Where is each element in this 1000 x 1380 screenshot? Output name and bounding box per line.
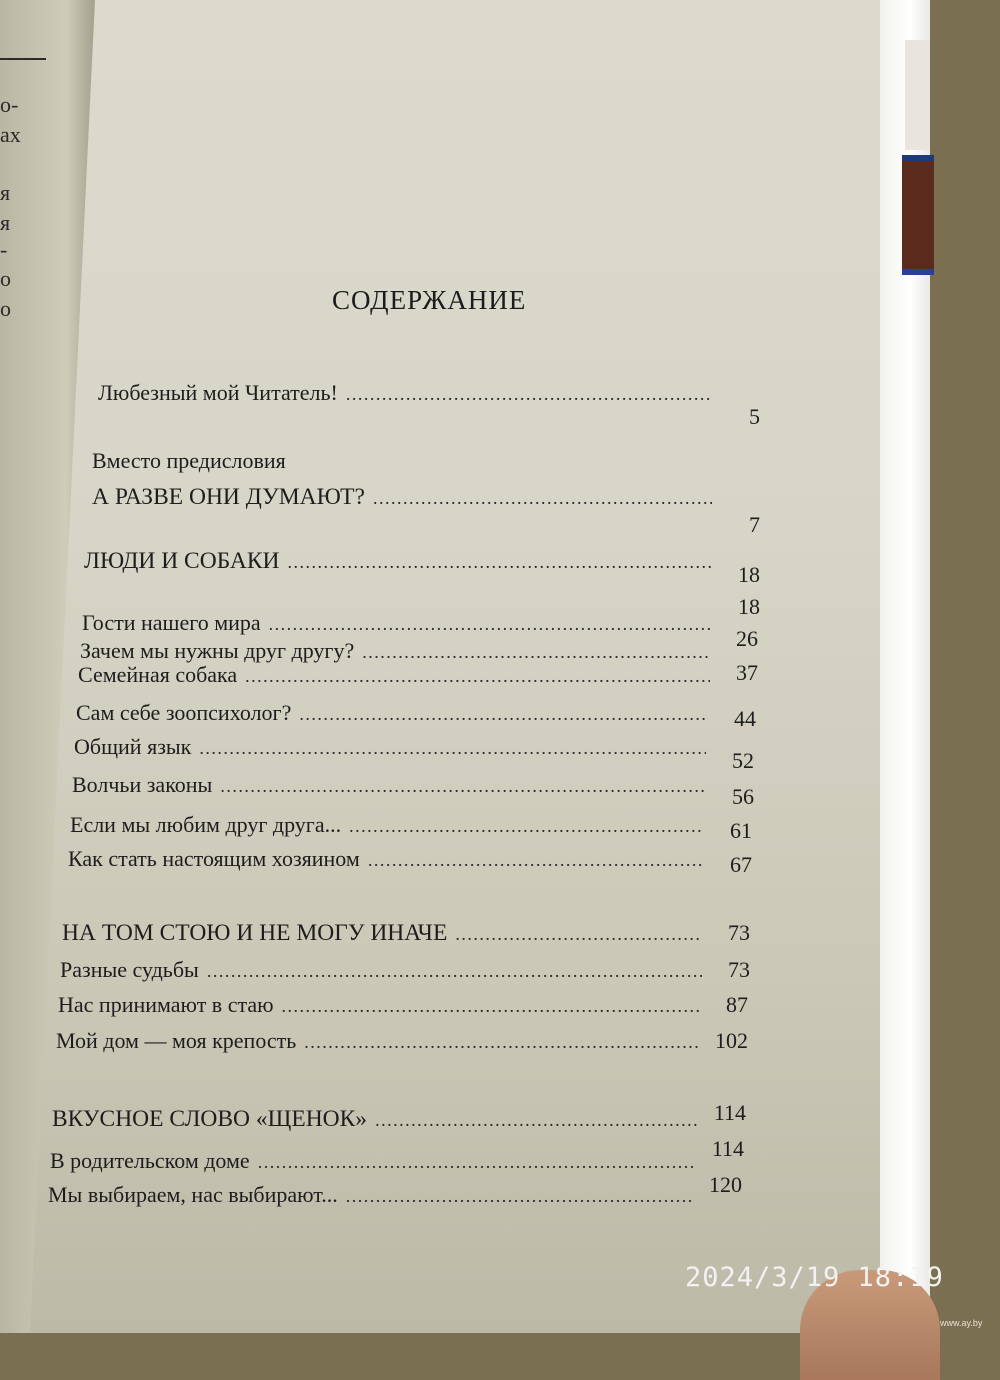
toc-entry-page: 44 [734,706,756,731]
left-page-fragment: о [0,266,11,291]
toc-leader-dots [220,776,706,797]
toc-entry-page: 102 [715,1028,748,1053]
toc-entry [70,812,752,843]
toc-entry [50,1136,744,1174]
toc-entry-subtitle: Вместо предисловия [92,448,286,473]
toc-entry-label: Волчьи законы [72,772,213,797]
toc-entry-label: Семейная собака [78,662,238,687]
left-page-fragment: о [0,296,11,321]
toc-leader-dots [199,738,706,759]
toc-entry-label: ВКУСНОЕ СЛОВО «ЩЕНОК» [52,1106,368,1132]
left-page-fragment: ах [0,122,21,147]
toc-entry-label: Как стать настоящим хозяином [68,846,360,871]
toc-entry-page: 52 [732,748,754,773]
toc-entry [58,992,748,1018]
toc-entry [62,920,750,947]
toc-entry [98,380,760,429]
toc-leader-dots [282,996,700,1017]
toc-entry-label: Любезный мой Читатель! [98,380,338,405]
toc-leader-dots [299,704,708,725]
toc-entry-page: 114 [711,1136,744,1161]
toc-leader-dots [455,924,702,945]
toc-entry-label: ЛЮДИ И СОБАКИ [84,548,280,574]
toc-leader-dots [269,614,712,635]
toc-leader-dots [362,642,710,663]
toc-entry [68,846,752,877]
watermark: www.ay.by [940,1318,983,1328]
toc-entry [56,1028,748,1054]
toc-entry-page: 7 [749,512,760,537]
photo-timestamp: 2024/3/19 18:19 [685,1262,944,1293]
left-page-rule [0,58,46,60]
toc-leader-dots [245,666,710,687]
toc-entry-page: 67 [730,852,752,877]
toc-leader-dots [346,384,712,405]
toc-entry-page: 73 [728,920,750,945]
toc-entry [52,1100,746,1133]
toc-entry [48,1172,742,1208]
left-page-fragment: я [0,180,11,205]
toc-entry-label: Сам себе зоопсихолог? [76,700,292,725]
toc-entry-label: Зачем мы нужны друг другу? [80,638,355,663]
toc-leader-dots [207,961,702,982]
toc-entry-label: Нас принимают в стаю [58,992,274,1017]
toc-leader-dots [368,850,704,871]
cover-color-stripe [902,155,934,275]
toc-entry [74,734,754,773]
toc-entry-page: 61 [730,818,752,843]
toc-leader-dots [373,488,712,509]
toc-entry-page: 5 [749,404,760,429]
left-page-fragment: - [0,237,8,262]
toc-entry-label: Разные судьбы [60,957,199,982]
toc-leader-dots [304,1032,700,1053]
toc-entry [78,662,758,688]
toc-entry-label: Мой дом — моя крепость [56,1028,297,1053]
toc-entry-label: А РАЗВЕ ОНИ ДУМАЮТ? [92,484,365,510]
toc-entry-label: Гости нашего мира [82,610,261,635]
toc-leader-dots [258,1152,696,1173]
toc-title: СОДЕРЖАНИЕ [332,285,527,315]
toc-leader-dots [288,552,713,573]
toc-entry-label: НА ТОМ СТОЮ И НЕ МОГУ ИНАЧЕ [62,920,448,946]
toc-entry-page: 120 [709,1172,742,1197]
toc-entry [80,626,758,664]
toc-entry-label: Если мы любим друг друга... [70,812,342,837]
cover-pale-patch [905,40,930,150]
toc-leader-dots [375,1110,698,1131]
toc-entry [60,957,750,983]
toc-entry-page: 56 [732,784,754,809]
toc-entry-page: 18 [738,562,760,587]
toc-leader-dots [346,1186,694,1207]
left-page-fragment: я [0,210,11,235]
toc-entry-page: 37 [736,660,758,685]
toc-entry [76,700,756,731]
toc-entry-page: 73 [728,957,750,982]
toc-entry-page: 114 [713,1100,746,1125]
toc-entry-label: Мы выбираем, нас выбирают... [48,1182,338,1207]
toc-entry [92,484,760,537]
toc-leader-dots [349,816,704,837]
toc-entry [72,772,754,809]
left-page-fragment: о- [0,92,19,117]
toc-entry [82,594,760,636]
toc-entry-page: 87 [726,992,748,1017]
toc-entry [84,548,760,587]
toc-entry-label: В родительском доме [50,1148,250,1173]
toc-entry-page: 18 [738,594,760,619]
toc-entry-page: 26 [736,626,758,651]
toc-entry-label: Общий язык [74,734,192,759]
